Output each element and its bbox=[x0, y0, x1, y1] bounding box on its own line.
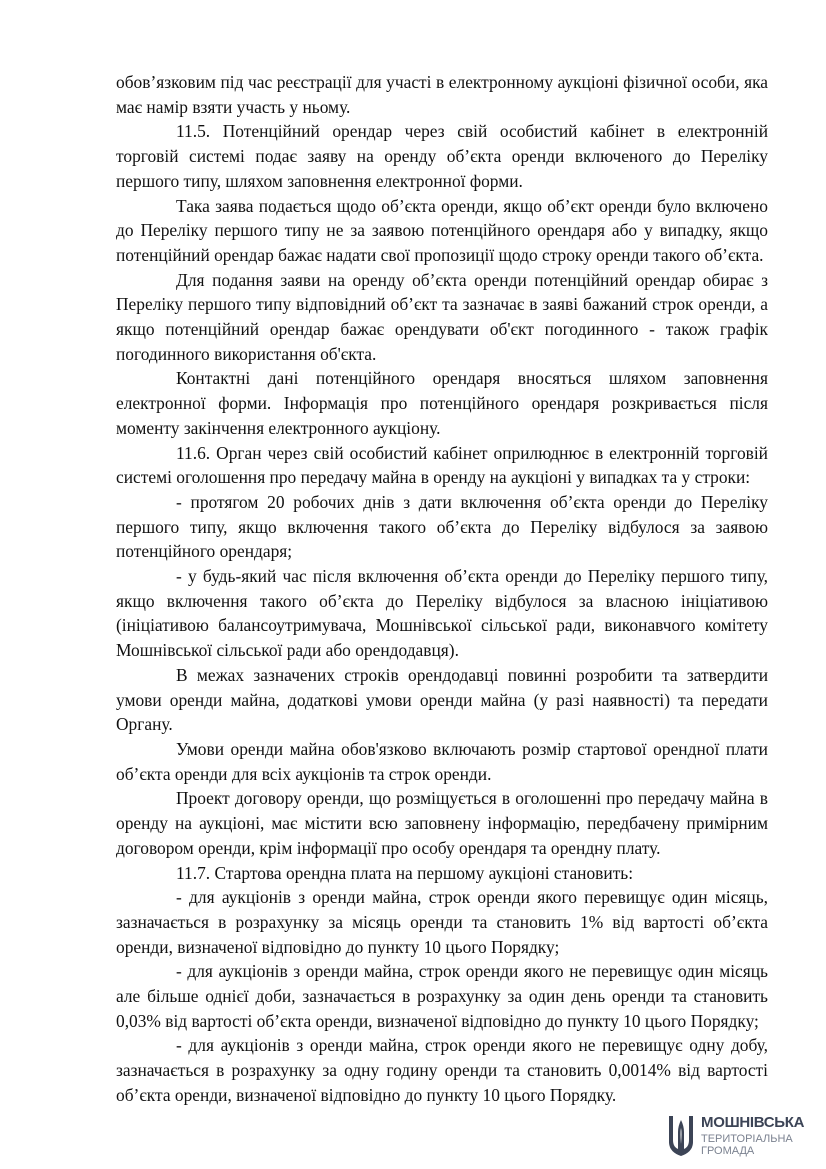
paragraph-11-6: 11.6. Орган через свій особистий кабінет оприлюднює в електронній торговій системі оголошення про передачу майна в оренду на аукціоні у випадках та у строки: bbox=[116, 442, 768, 488]
paragraph-continuation: обов’язковим під час реєстрації для участі в електронному аукціоні фізичної особи, яка має намір взяти участь у ньому. bbox=[116, 72, 768, 117]
list-item: - протягом 20 робочих днів з дати включення об’єкта оренди до Переліку першого типу, якщо включення такого об’єкта до Переліку відбулося за заявою потенційного орендаря; bbox=[116, 491, 768, 562]
paragraph: В межах зазначених строків орендодавці повинні розробити та затвердити умови оренди майна, додаткові умови оренди майна (у разі наявності) та передати Органу. bbox=[116, 664, 768, 735]
logo-subtitle: ГРОМАДА bbox=[701, 1145, 755, 1157]
community-logo bbox=[666, 1114, 805, 1164]
paragraph: Умови оренди майна обов'язково включають розмір стартової орендної плати об’єкта оренди для всіх аукціонів та строк оренди. bbox=[116, 738, 768, 784]
paragraph: Така заява подається щодо об’єкта оренди, якщо об’єкт оренди було включено до Переліку першого типу не за заявою потенційного орендаря або у випадку, якщо потенційний орендар бажає надати свої пропозиції щодо строку оренди такого об’єкта. bbox=[116, 195, 768, 265]
paragraph: Для подання заяви на оренду об’єкта оренди потенційний орендар обирає з Переліку першого типу відповідний об’єкт та зазначає в заяві бажаний строк оренди, а якщо потенційний орендар бажає орендувати об'єкт погодинного - також графік погодинного використання об'єкта. bbox=[116, 269, 768, 364]
document-body bbox=[116, 70, 768, 1108]
trident-icon bbox=[666, 1114, 696, 1158]
paragraph-11-7: 11.7. Стартова орендна плата на першому аукціоні становить: bbox=[176, 862, 634, 883]
logo-name: МОШНІВСЬКА bbox=[701, 1114, 805, 1131]
logo-subtitle: ТЕРИТОРІАЛЬНА bbox=[701, 1133, 793, 1145]
paragraph: Проект договору оренди, що розміщується в оголошенні про передачу майна в оренду на аукціоні, має містити всю заповнену інформацію, передбачену примірним договором оренди, крім інформації про особу орендаря та орендну плату. bbox=[116, 788, 768, 858]
paragraph: Контактні дані потенційного орендаря вносяться шляхом заповнення електронної форми. Інформація про потенційного орендаря розкривається після моменту закінчення електронного аукціону. bbox=[116, 368, 768, 438]
list-item: - для аукціонів з оренди майна, строк оренди якого не перевищує одну добу, зазначається в розрахунку за одну годину оренди та становить 0,0014% від вартості об’єкта оренди, визначеної відповідно до пункту 10 цього Порядку. bbox=[116, 1035, 768, 1105]
list-item: - для аукціонів з оренди майна, строк оренди якого перевищує один місяць, зазначається в розрахунку за місяць оренди та становить 1% від вартості об’єкта оренди, визначеної відповідно до пункту 10 цього Порядку; bbox=[116, 887, 768, 957]
list-item: - у будь-який час після включення об’єкта оренди до Переліку першого типу, якщо включення такого об’єкта до Переліку відбулося за власною ініціативою (ініціативою балансоутримувача, Мошнівської сільської ради, виконавчого комітету Мошнівської сільської ради або орендодавця). bbox=[116, 566, 768, 661]
list-item: - для аукціонів з оренди майна, строк оренди якого не перевищує один місяць але більше однієї доби, зазначається в розрахунку за один день оренди та становить 0,03% від вартості об’єкта оренди, визначеної відповідно до пункту 10 цього Порядку; bbox=[116, 961, 768, 1031]
paragraph-11-5: 11.5. Потенційний орендар через свій особистий кабінет в електронній торговій системі подає заяву на оренду об’єкта оренди включеного до Переліку першого типу, шляхом заповнення електронної форми. bbox=[116, 121, 768, 191]
